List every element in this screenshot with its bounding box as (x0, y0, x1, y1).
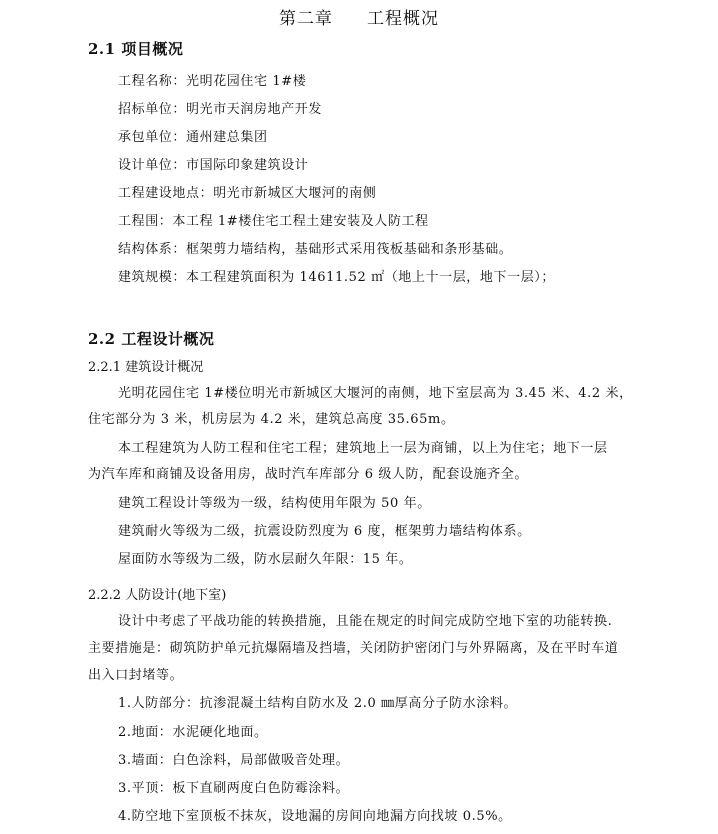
list-item: 3.平顶：板下直刷两度白色防霉涂料。 (118, 781, 350, 796)
project-item: 工程建设地点：明光市新城区大堰河的南侧 (118, 186, 377, 201)
section-heading-2-2: 2.2 工程设计概况 (88, 330, 215, 348)
paragraph-line: 屋面防水等级为二级，防水层耐久年限：15 年。 (118, 552, 413, 567)
paragraph-line: 光明花园住宅 1#楼位明光市新城区大堰河的南侧，地下室层高为 3.45 米、4.2 米， (118, 386, 633, 401)
project-item: 工程围：本工程 1#楼住宅工程土建安装及人防工程 (118, 214, 429, 229)
paragraph-line: 主要措施是：砌筑防护单元抗爆隔墙及挡墙，关闭防护密闭门与外界隔离，及在平时车道 (88, 641, 619, 656)
paragraph-line: 为汽车库和商铺及设备用房，战时汽车库部分 6 级人防，配套设施齐全。 (88, 467, 528, 482)
project-item: 承包单位：通州建总集团 (118, 130, 268, 145)
paragraph-line: 建筑耐火等级为二级，抗震设防烈度为 6 度，框架剪力墙结构体系。 (118, 524, 531, 539)
chapter-number: 第二章 (279, 9, 333, 29)
paragraph-line: 建筑工程设计等级为一级，结构使用年限为 50 年。 (118, 496, 431, 511)
chapter-title (0, 4, 718, 29)
section-heading-2-1: 2.1 项目概况 (88, 40, 184, 58)
paragraph-line: 设计中考虑了平战功能的转换措施，且能在规定的时间完成防空地下室的功能转换. (118, 614, 613, 629)
subsection-heading-2-2-2: 2.2.2 人防设计(地下室) (88, 588, 227, 603)
project-item: 设计单位：市国际印象建筑设计 (118, 158, 309, 173)
subsection-heading-2-2-1: 2.2.1 建筑设计概况 (88, 360, 204, 375)
list-item: 2.地面：水泥硬化地面。 (118, 725, 268, 740)
paragraph-line: 本工程建筑为人防工程和住宅工程；建筑地上一层为商铺，以上为住宅；地下一层 (118, 441, 608, 456)
list-item: 1.人防部分：抗渗混凝土结构自防水及 2.0 ㎜厚高分子防水涂料。 (118, 696, 518, 711)
project-item: 建筑规模：本工程建筑面积为 14611.52 ㎡（地上十一层，地下一层）； (118, 270, 555, 285)
chapter-name: 工程概况 (367, 9, 439, 29)
paragraph-line: 出入口封堵等。 (88, 668, 184, 683)
list-item: 3.墙面：白色涂料，局部做吸音处理。 (118, 753, 350, 768)
project-item: 招标单位：明光市天润房地产开发 (118, 102, 323, 117)
project-item: 结构体系：框架剪力墙结构，基础形式采用筏板基础和条形基础。 (118, 242, 513, 257)
project-item: 工程名称：光明花园住宅 1#楼 (118, 74, 307, 89)
paragraph-line: 住宅部分为 3 米，机房层为 4.2 米，建筑总高度 35.65m。 (88, 412, 455, 427)
list-item: 4.防空地下室顶板不抹灰，设地漏的房间向地漏方向找坡 0.5%。 (118, 809, 512, 824)
